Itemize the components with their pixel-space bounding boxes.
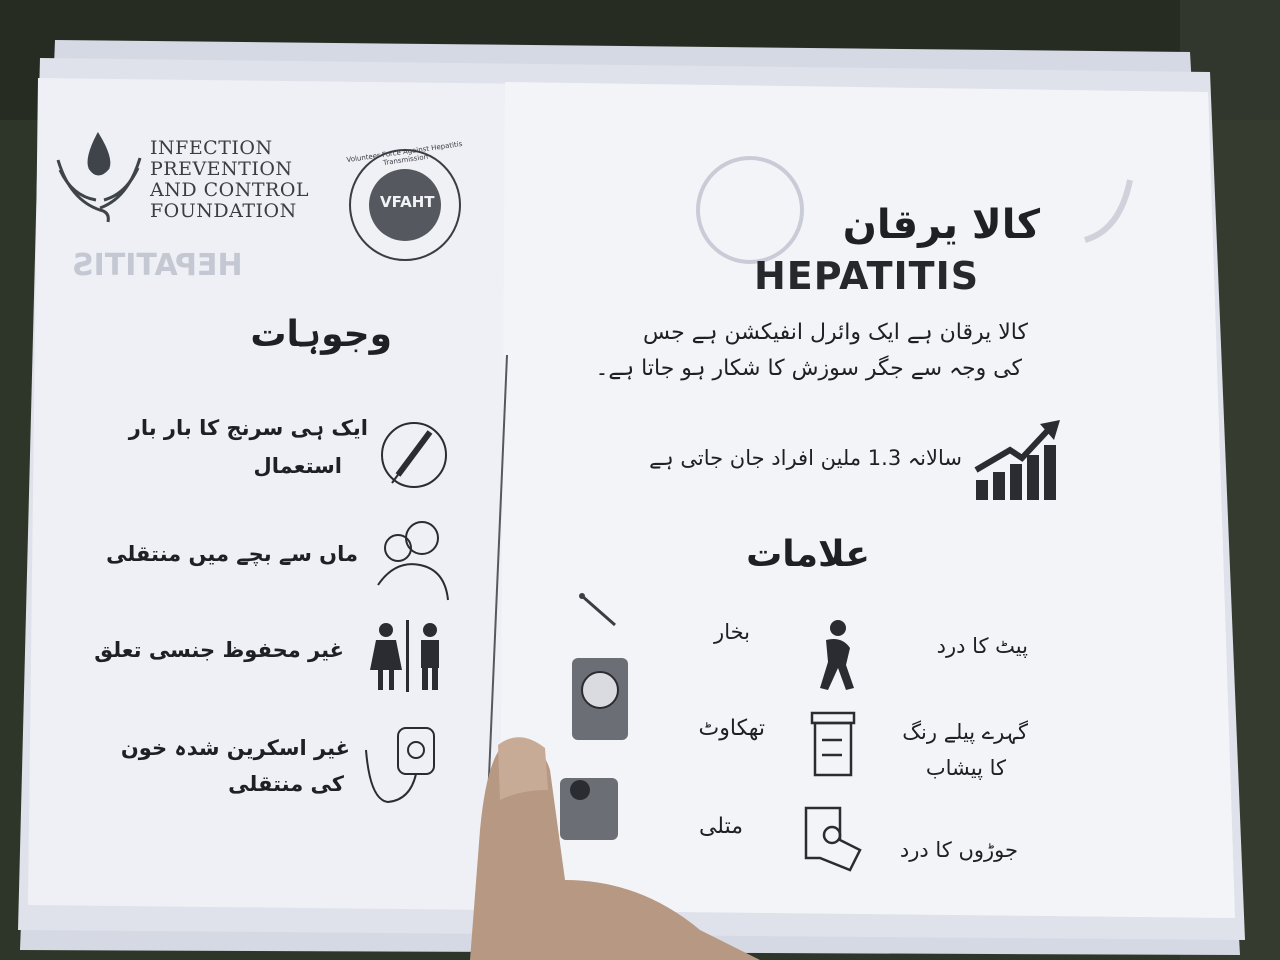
logo-line: INFECTION — [150, 137, 273, 159]
logo-line: AND CONTROL — [150, 179, 310, 201]
logo-line: PREVENTION — [150, 158, 293, 180]
cause-4-line-1: غیر اسکرین شدہ خون — [120, 736, 350, 760]
tired-person-icon — [572, 658, 628, 740]
death-stat-text: سالانہ 1.3 ملین افراد جان جاتی ہے — [649, 446, 962, 470]
intro-line-2: کی وجہ سے جگر سوزش کا شکار ہو جاتا ہے۔ — [595, 356, 1022, 381]
badge-ring-text: Volunteer Force Against Hepatitis Transmission — [346, 139, 463, 168]
foundation-logo-text — [150, 138, 309, 222]
symptom-3-label: گہرے پیلے رنگ — [902, 720, 1028, 744]
symptoms-heading: علامات — [746, 534, 870, 575]
symptom-6-label: متلی — [698, 814, 743, 839]
symptom-4-label: تھکاوٹ — [698, 716, 765, 741]
title-urdu: کالا یرقان — [842, 202, 1040, 248]
cause-1-line-1: ایک ہی سرنج کا بار بار — [128, 416, 368, 440]
title-english: HEPATITIS — [754, 254, 980, 298]
ghost-hepatitis-text: HEPATITIS — [72, 248, 243, 283]
cause-3-line-1: غیر محفوظ جنسی تعلق — [94, 638, 344, 662]
badge-center-text: VFAHT — [380, 193, 435, 211]
symptom-5-label: جوڑوں کا درد — [899, 838, 1018, 862]
logo-line: FOUNDATION — [150, 200, 297, 222]
symptom-3-line-2: کا پیشاب — [925, 756, 1006, 780]
causes-heading: وجوہات — [250, 314, 392, 355]
cause-4-line-2: کی منتقلی — [228, 772, 344, 796]
symptom-2-label: بخار — [714, 620, 750, 644]
symptom-1-label: پیٹ کا درد — [936, 634, 1028, 658]
cause-2-line-1: ماں سے بچے میں منتقلی — [106, 542, 358, 566]
cause-1-line-2: استعمال — [253, 454, 342, 478]
nausea-icon — [560, 778, 618, 840]
intro-line-1: کالا یرقان ہے ایک وائرل انفیکشن ہے جس — [643, 320, 1028, 345]
